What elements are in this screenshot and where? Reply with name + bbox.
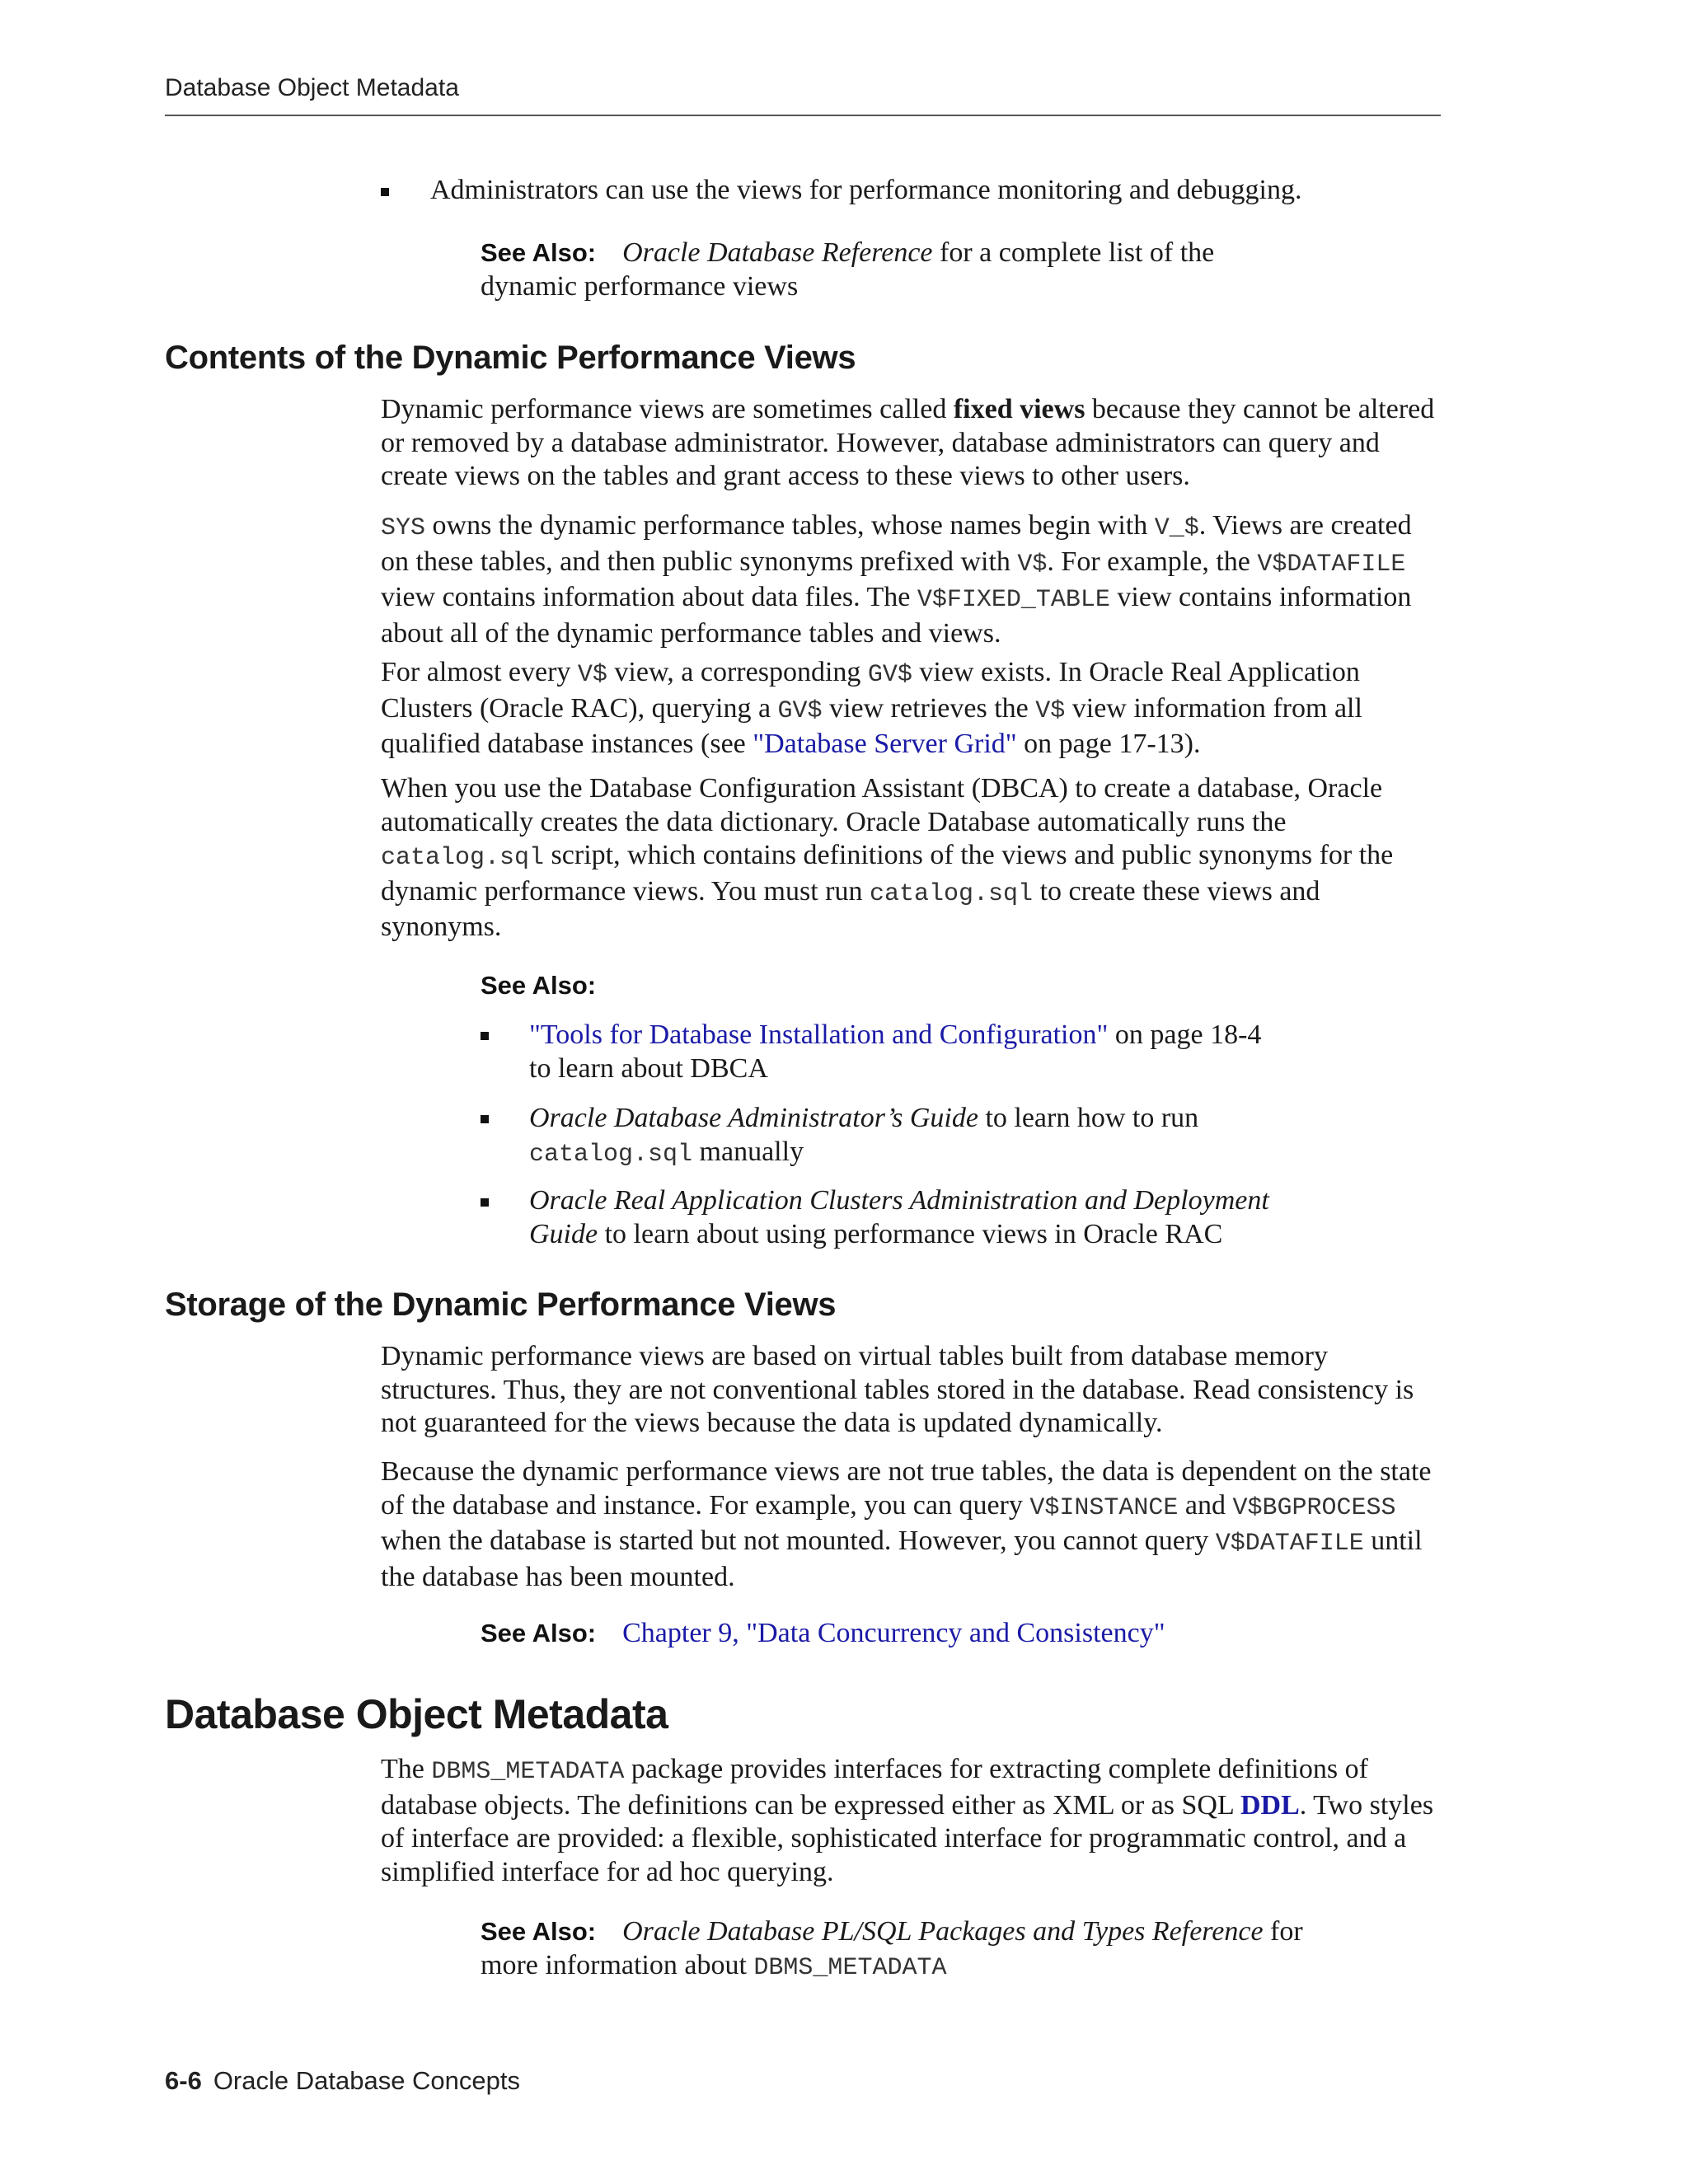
paragraph: Dynamic performance views are sometimes called fixed views because they cannot be altered or removed by a database administrator. However, database administrators can query and create views on the tables and grant access to these views to other users. — [381, 394, 1435, 491]
section-heading-contents: Contents of the Dynamic Performance Views — [165, 340, 856, 376]
page-footer — [165, 2066, 520, 2096]
bullet-marker — [481, 1032, 489, 1040]
paragraph: When you use the Database Configuration Assistant (DBCA) to create a database, Oracle automatically creates the data dictionary. Oracle Database automatically runs the catalog.sql script, which contains definitions of the views and public synonyms for the dynamic performance views. You must run catalog.sql to create these views and synonyms. — [381, 773, 1394, 942]
link-chapter-9[interactable]: Chapter 9, "Data Concurrency and Consistency" — [622, 1618, 1165, 1648]
see-also-text-cont: dynamic performance views — [481, 270, 799, 302]
page-number: 6-6 — [165, 2066, 202, 2095]
see-also-note — [481, 1617, 1387, 1651]
reference-title: Oracle Real Application Clusters Administration and Deployment — [529, 1185, 1269, 1216]
paragraph: For almost every V$ view, a corresponding GV$ view exists. In Oracle Real Application Clusters (Oracle RAC), querying a GV$ view retrieves the V$ view information from all qualified database instances (see "Database Server Grid" on page 17-13). — [381, 657, 1362, 759]
link-tools-installation[interactable]: "Tools for Database Installation and Configuration" — [529, 1019, 1109, 1050]
bullet-marker — [481, 1115, 489, 1123]
intro-bullet-text: Administrators can use the views for performance monitoring and debugging. — [430, 175, 1302, 205]
see-also-label: See Also: — [481, 1917, 597, 1946]
book-title: Oracle Database Concepts — [213, 2066, 521, 2095]
see-also-text: for a complete list of the — [932, 237, 1215, 268]
see-also-label: See Also: — [481, 1619, 597, 1647]
link-database-server-grid[interactable]: "Database Server Grid" — [753, 729, 1017, 759]
see-also-label: See Also: — [481, 971, 597, 1000]
section-heading-storage: Storage of the Dynamic Performance Views — [165, 1286, 837, 1323]
bullet-marker — [381, 188, 389, 196]
section-heading-metadata: Database Object Metadata — [165, 1691, 668, 1737]
bullet-marker — [481, 1198, 489, 1207]
running-header: Database Object Metadata — [165, 74, 459, 101]
see-also-note: See Also: Oracle Database PL/SQL Packages and Types Reference for more information about DBMS_METADATA — [481, 1916, 1303, 1982]
paragraph: SYS owns the dynamic performance tables, whose names begin with V_$. Views are created on these tables, and then public synonyms prefixed with V$. For example, the V$DATAFILE view contains information about data files. The V$FIXED_TABLE view contains information about all of the dynamic performance tables and views. — [381, 510, 1412, 649]
reference-title: Oracle Database PL/SQL Packages and Types Reference — [622, 1916, 1264, 1947]
see-also-item: Oracle Database Administrator’s Guide to learn how to run catalog.sql manually — [529, 1103, 1199, 1169]
header-rule — [165, 115, 1441, 116]
reference-title: Oracle Database Reference — [622, 237, 933, 268]
see-also-label: See Also: — [481, 238, 597, 267]
see-also-note — [481, 237, 1387, 303]
paragraph: Dynamic performance views are based on virtual tables built from database memory structures. Thus, they are not conventional tables stored in the database. Read consistency is not guaranteed for the views because the data is updated dynamically. — [381, 1341, 1414, 1438]
see-also-item: Oracle Real Application Clusters Administration and Deployment Guide to learn about using performance views in Oracle RAC — [529, 1185, 1269, 1249]
term-fixed-views: fixed views — [953, 394, 1085, 424]
paragraph: The DBMS_METADATA package provides interfaces for extracting complete definitions of database objects. The definitions can be expressed either as XML or as SQL DDL. Two styles of interface are provided: a flexible, sophisticated interface for programmatic control, and a simplified interface for ad hoc querying. — [381, 1754, 1434, 1887]
reference-title: Oracle Database Administrator’s Guide — [529, 1103, 978, 1133]
link-ddl[interactable]: DDL — [1240, 1789, 1300, 1821]
see-also-item: "Tools for Database Installation and Configuration" on page 18-4 to learn about DBCA — [529, 1019, 1262, 1084]
paragraph: Because the dynamic performance views are not true tables, the data is dependent on the state of the database and instance. For example, you can query V$INSTANCE and V$BGPROCESS when the database is started but not mounted. However, you cannot query V$DATAFILE until the database has been mounted. — [381, 1456, 1432, 1592]
